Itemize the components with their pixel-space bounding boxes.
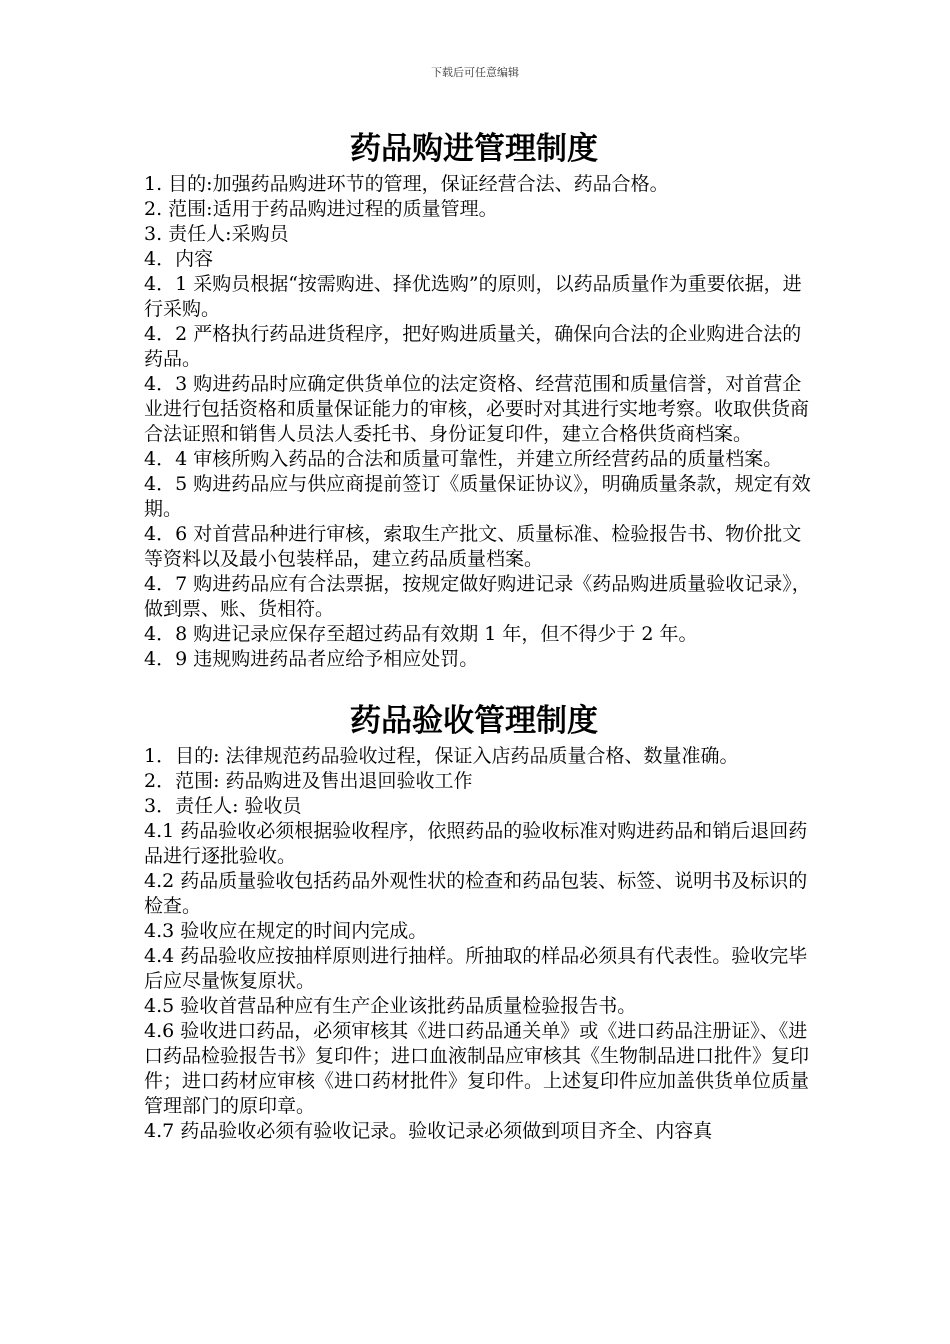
paragraph: 4．5 购进药品应与供应商提前签订《质量保证协议》，明确质量条款，规定有效期。 [144, 473, 811, 520]
paragraph: 4．7 购进药品应有合法票据，按规定做好购进记录《药品购进质量验收记录》，做到票、账、货相符。 [144, 573, 811, 620]
paragraph: 4．8 购进记录应保存至超过药品有效期 1 年，但不得少于 2 年。 [144, 623, 698, 645]
paragraph: 3. 责任人:采购员 [144, 223, 289, 245]
paragraph: 2．范围: 药品购进及售出退回验收工作 [144, 770, 473, 792]
paragraph: 4.4 药品验收应按抽样原则进行抽样。所抽取的样品必须具有代表性。验收完毕后应尽量恢复原状。 [144, 945, 808, 992]
paragraph: 4.6 验收进口药品，必须审核其《进口药品通关单》或《进口药品注册证》、《进口药品检验报告书》复印件；进口血液制品应审核其《生物制品进口批件》复印件；进口药材应审核《进口药材批件》复印件。上述复印件应加盖供货单位质量管理部门的原印章。 [144, 1020, 810, 1117]
paragraph: 4．4 审核所购入药品的合法和质量可靠性，并建立所经营药品的质量档案。 [144, 448, 783, 470]
paragraph: 4.3 验收应在规定的时间内完成。 [144, 920, 428, 942]
section-title-purchase: 药品购进管理制度 [350, 131, 598, 167]
paragraph: 4．2 严格执行药品进货程序，把好购进质量关，确保向合法的企业购进合法的药品。 [144, 323, 802, 370]
paragraph: 4．6 对首营品种进行审核，索取生产批文、质量标准、检验报告书、物价批文等资料以及最小包装样品，建立药品质量档案。 [144, 523, 802, 570]
paragraph: 3．责任人: 验收员 [144, 795, 302, 817]
paragraph: 4．1 采购员根据“按需购进、择优选购”的原则，以药品质量作为重要依据，进行采购。 [144, 273, 802, 320]
paragraph: 2. 范围:适用于药品购进过程的质量管理。 [144, 198, 498, 220]
paragraph: 4．9 违规购进药品者应给予相应处罚。 [144, 648, 479, 670]
paragraph: 1. 目的:加强药品购进环节的管理，保证经营合法、药品合格。 [144, 173, 669, 195]
section-title-acceptance: 药品验收管理制度 [350, 703, 598, 739]
paragraph: 4．3 购进药品时应确定供货单位的法定资格、经营范围和质量信誉，对首营企业进行包括资格和质量保证能力的审核，必要时对其进行实地考察。收取供货商合法证照和销售人员法人委托书、身份证复印件，建立合格供货商档案。 [144, 373, 810, 445]
section-purchase-body [144, 172, 818, 672]
paragraph: 4.7 药品验收必须有验收记录。验收记录必须做到项目齐全、内容真 [144, 1120, 713, 1142]
section-acceptance-body [144, 744, 818, 1144]
document-body [144, 126, 818, 1144]
paragraph: 4.2 药品质量验收包括药品外观性状的检查和药品包装、标签、说明书及标识的检查。 [144, 870, 808, 917]
header-note: 下载后可任意编辑 [431, 66, 519, 79]
paragraph: 4．内容 [144, 248, 214, 270]
paragraph: 4.5 验收首营品种应有生产企业该批药品质量检验报告书。 [144, 995, 637, 1017]
paragraph: 1．目的: 法律规范药品验收过程，保证入店药品质量合格、数量准确。 [144, 745, 739, 767]
paragraph: 4.1 药品验收必须根据验收程序，依照药品的验收标准对购进药品和销后退回药品进行逐批验收。 [144, 820, 808, 867]
